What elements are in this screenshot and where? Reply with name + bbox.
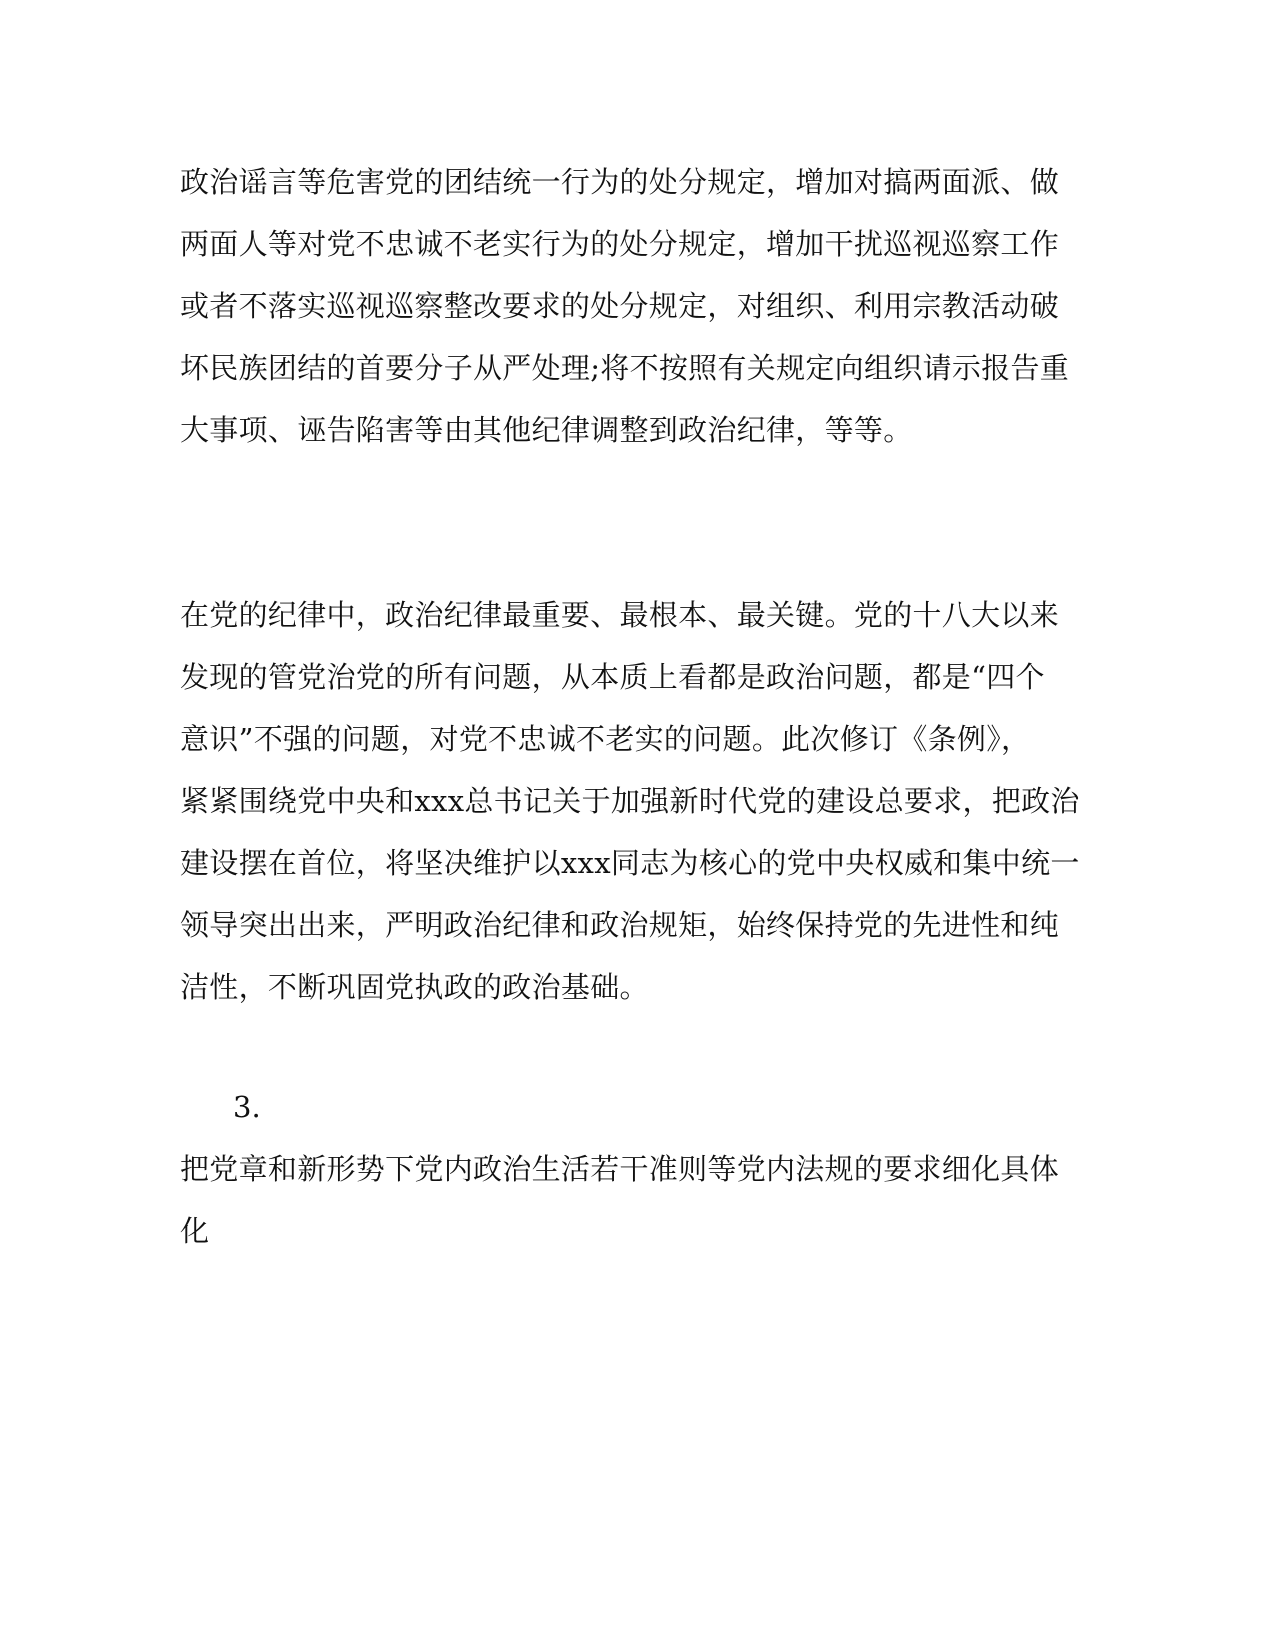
paragraph-line: 紧紧围绕党中央和xxx总书记关于加强新时代党的建设总要求，把政治 xyxy=(180,784,1080,818)
paragraph-line: 政治谣言等危害党的团结统一行为的处分规定，增加对搞两面派、做 xyxy=(180,165,1060,199)
heading-line: 化 xyxy=(180,1214,210,1248)
section-number: 3. xyxy=(233,1090,261,1124)
paragraph-line: 大事项、诬告陷害等由其他纪律调整到政治纪律，等等。 xyxy=(180,413,913,447)
paragraph-line: 在党的纪律中，政治纪律最重要、最根本、最关键。党的十八大以来 xyxy=(180,598,1060,632)
paragraph-line: 坏民族团结的首要分子从严处理;将不按照有关规定向组织请示报告重 xyxy=(180,351,1070,385)
paragraph-line: 意识”不强的问题，对党不忠诚不老实的问题。此次修订《条例》， xyxy=(180,722,1031,756)
paragraph-line: 洁性，不断巩固党执政的政治基础。 xyxy=(180,970,649,1004)
heading-line: 把党章和新形势下党内政治生活若干准则等党内法规的要求细化具体 xyxy=(180,1152,1060,1186)
paragraph-line: 领导突出出来，严明政治纪律和政治规矩，始终保持党的先进性和纯 xyxy=(180,908,1060,942)
paragraph-line: 发现的管党治党的所有问题，从本质上看都是政治问题，都是“四个 xyxy=(180,660,1045,694)
paragraph-line: 建设摆在首位，将坚决维护以xxx同志为核心的党中央权威和集中统一 xyxy=(180,846,1080,880)
paragraph-line: 两面人等对党不忠诚不老实行为的处分规定，增加干扰巡视巡察工作 xyxy=(180,227,1060,261)
paragraph-line: 或者不落实巡视巡察整改要求的处分规定，对组织、利用宗教活动破 xyxy=(180,289,1060,323)
